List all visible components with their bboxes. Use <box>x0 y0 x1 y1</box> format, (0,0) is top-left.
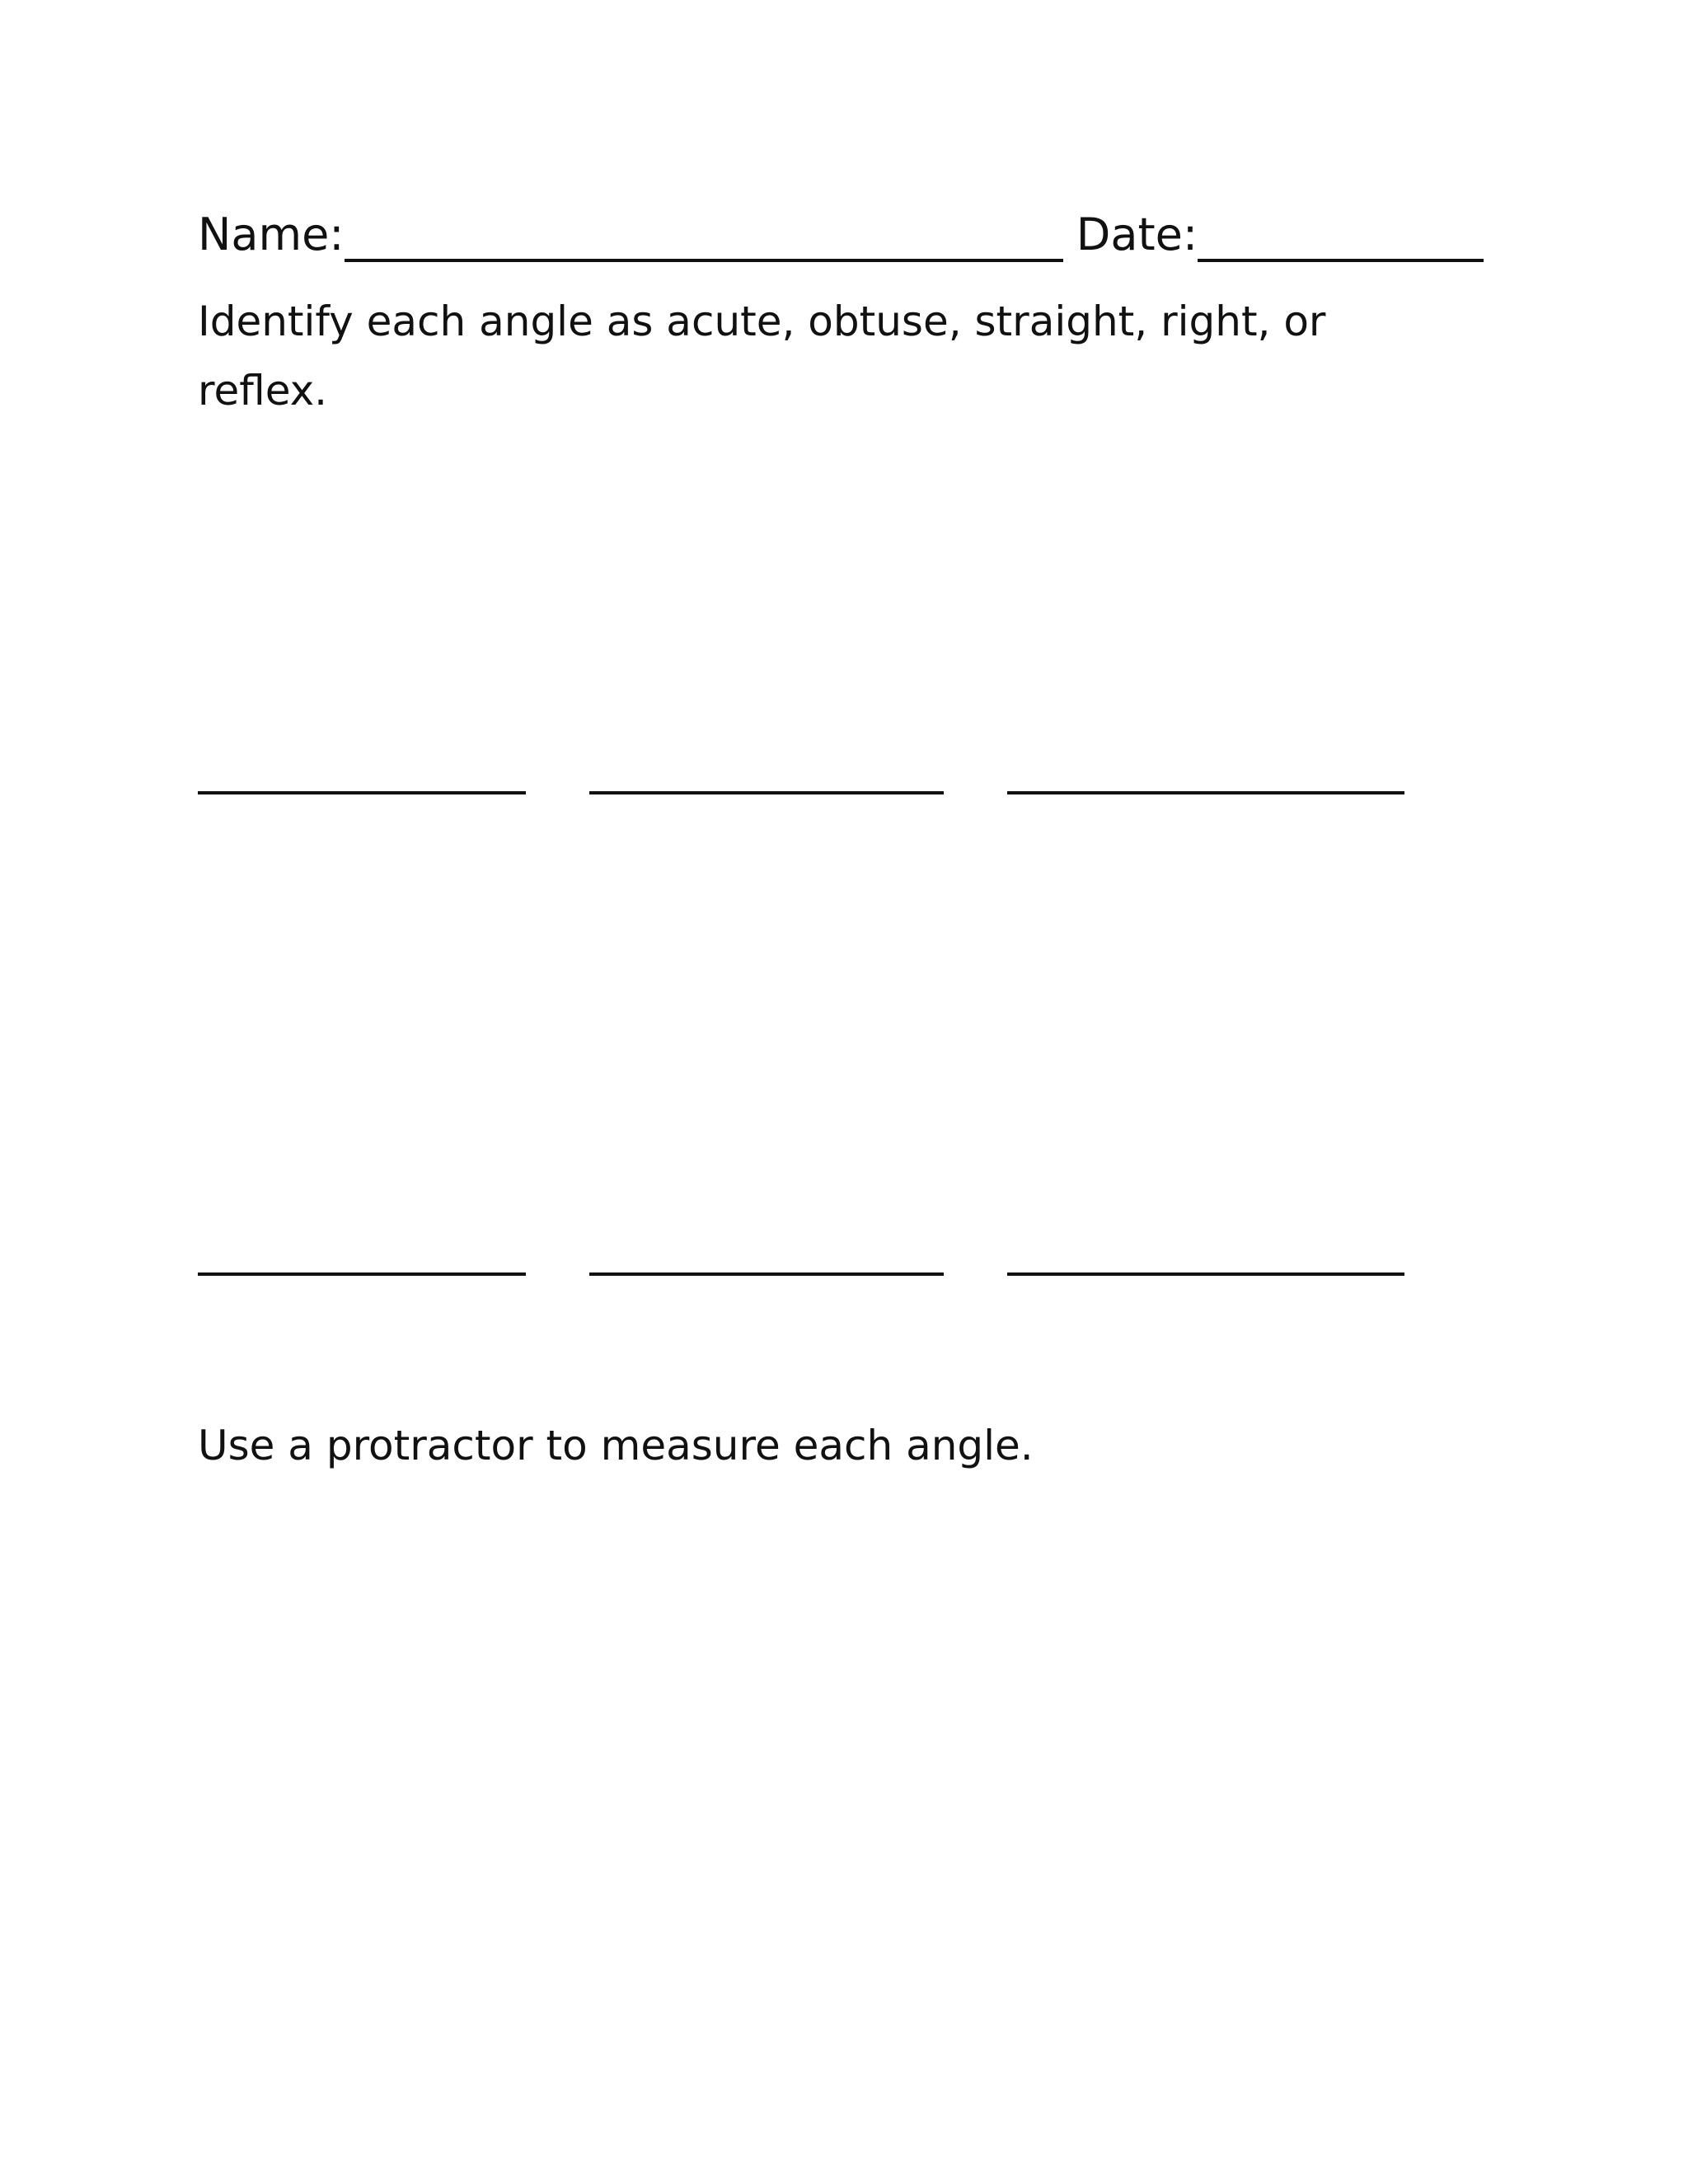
name-date-header <box>198 196 1484 262</box>
answer-line-5 <box>589 1272 944 1276</box>
answer-line-4 <box>198 1272 526 1276</box>
answer-line-1 <box>198 791 526 794</box>
answer-line-2 <box>589 791 944 794</box>
date-blank-line <box>1198 218 1484 262</box>
name-blank-line <box>345 218 1063 262</box>
identify-angles-instruction: Identify each angle as acute, obtuse, straight, right, or reflex. <box>198 298 1326 415</box>
answer-line-3 <box>1007 791 1404 794</box>
date-label: Date: <box>1076 209 1198 260</box>
answer-line-6 <box>1007 1272 1404 1276</box>
measure-angles-instruction: Use a protractor to measure each angle. <box>198 1422 1034 1469</box>
name-label: Name: <box>198 209 345 260</box>
